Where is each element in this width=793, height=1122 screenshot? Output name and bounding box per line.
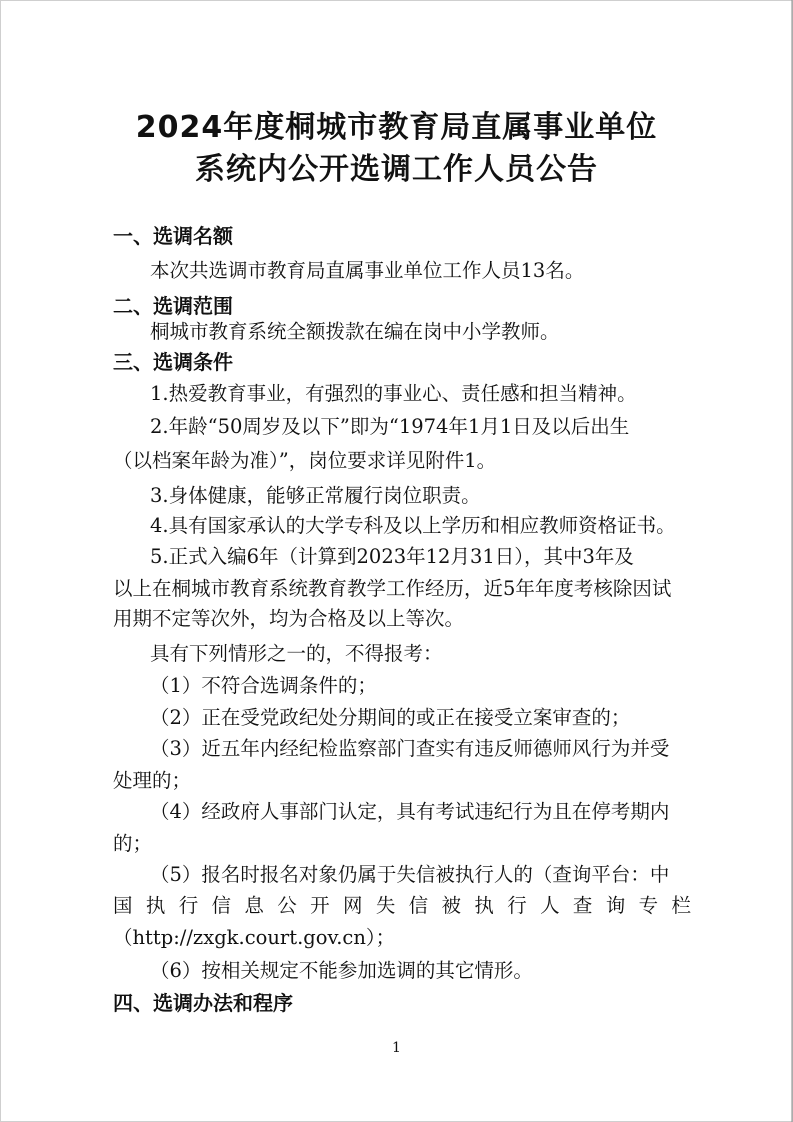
section-heading-scope: 二、选调范围 (113, 294, 233, 318)
paragraph-line: 1.热爱教育事业，有强烈的事业心、责任感和担当精神。 (150, 382, 637, 405)
paragraph-line: 4.具有国家承认的大学专科及以上学历和相应教师资格证书。 (150, 514, 676, 537)
paragraph-line: 的； (113, 832, 153, 855)
paragraph-line: 处理的； (113, 769, 192, 792)
paragraph-line: 具有下列情形之一的，不得报考： (150, 642, 443, 665)
paragraph-line: 国执行信息公开网失信被执行人查询专栏 (113, 894, 691, 917)
document-title-line-2: 系统内公开选调工作人员公告 (195, 152, 598, 187)
page-number: 1 (392, 1040, 401, 1056)
paragraph-line: 以上在桐城市教育系统教育教学工作经历，近5年年度考核除因试 (113, 577, 672, 600)
document-title-line-1: 2024年度桐城市教育局直属事业单位 (135, 110, 658, 145)
paragraph-line: 桐城市教育系统全额拨款在编在岗中小学教师。 (150, 320, 560, 343)
paragraph-line: （http://zxgk.court.gov.cn）； (113, 926, 396, 949)
paragraph-line: 3.身体健康，能够正常履行岗位职责。 (150, 484, 481, 507)
paragraph-line: 本次共选调市教育局直属事业单位工作人员13名。 (150, 259, 585, 282)
list-item: （3）近五年内经纪检监察部门查实有违反师德师风行为并受 (150, 737, 670, 760)
list-item: （4）经政府人事部门认定，具有考试违纪行为且在停考期内 (150, 800, 670, 823)
list-item: （5）报名时报名对象仍属于失信被执行人的（查询平台：中 (150, 863, 670, 886)
list-item: （2）正在受党政纪处分期间的或正在接受立案审查的； (150, 706, 631, 729)
list-item: （1）不符合选调条件的； (150, 674, 377, 697)
paragraph-line: 2.年龄“50周岁及以下”即为“1974年1月1日及以后出生 (150, 415, 630, 438)
section-heading-quota: 一、选调名额 (113, 224, 233, 248)
paragraph-line: 5.正式入编6年（计算到2023年12月31日），其中3年及 (150, 545, 634, 568)
section-heading-procedure: 四、选调办法和程序 (113, 991, 293, 1015)
paragraph-line: （以档案年龄为准）”，岗位要求详见附件1。 (113, 449, 497, 472)
paragraph-line: 用期不定等次外，均为合格及以上等次。 (113, 607, 465, 630)
section-heading-conditions: 三、选调条件 (113, 350, 233, 374)
list-item: （6）按相关规定不能参加选调的其它情形。 (150, 959, 533, 982)
